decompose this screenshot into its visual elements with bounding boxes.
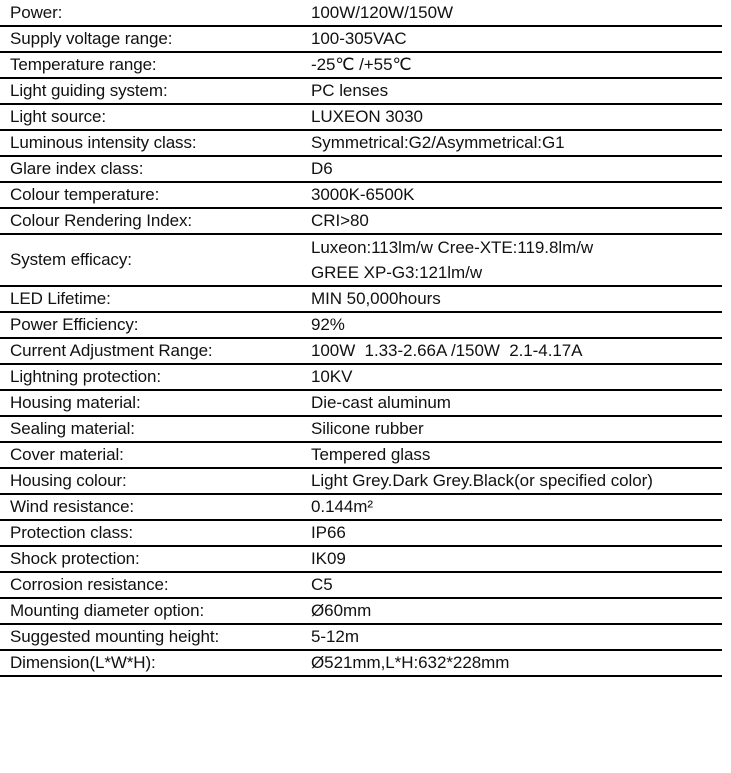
spec-row-value: 0.144m² xyxy=(311,494,722,520)
spec-row xyxy=(0,442,722,468)
spec-row xyxy=(0,208,722,234)
spec-row-label: System efficacy: xyxy=(0,234,311,286)
spec-row-label: Housing material: xyxy=(0,390,311,416)
spec-row-value: MIN 50,000hours xyxy=(311,286,722,312)
spec-row-value: 100W/120W/150W xyxy=(311,0,722,26)
spec-row-value: Ø60mm xyxy=(311,598,722,624)
spec-row xyxy=(0,26,722,52)
spec-row xyxy=(0,312,722,338)
spec-row-value: Ø521mm,L*H:632*228mm xyxy=(311,650,722,676)
spec-row-value: IK09 xyxy=(311,546,722,572)
spec-row-value: PC lenses xyxy=(311,78,722,104)
spec-row xyxy=(0,0,722,26)
spec-row-value: Die-cast aluminum xyxy=(311,390,722,416)
spec-row xyxy=(0,598,722,624)
spec-row xyxy=(0,286,722,312)
spec-row-value: LUXEON 3030 xyxy=(311,104,722,130)
spec-row xyxy=(0,156,722,182)
spec-row xyxy=(0,546,722,572)
spec-row-value: 92% xyxy=(311,312,722,338)
spec-row-label: Suggested mounting height: xyxy=(0,624,311,650)
spec-row xyxy=(0,52,722,78)
spec-row xyxy=(0,182,722,208)
spec-row-label: Colour Rendering Index: xyxy=(0,208,311,234)
spec-row-value: 5-12m xyxy=(311,624,722,650)
spec-row xyxy=(0,416,722,442)
spec-row-label: Current Adjustment Range: xyxy=(0,338,311,364)
spec-row-value: D6 xyxy=(311,156,722,182)
spec-row-label: LED Lifetime: xyxy=(0,286,311,312)
spec-row-label: Glare index class: xyxy=(0,156,311,182)
spec-row-value: Silicone rubber xyxy=(311,416,722,442)
spec-row-value: CRI>80 xyxy=(311,208,722,234)
spec-row-value: 100W 1.33-2.66A /150W 2.1-4.17A xyxy=(311,338,722,364)
spec-row-value: IP66 xyxy=(311,520,722,546)
spec-row-label: Supply voltage range: xyxy=(0,26,311,52)
spec-row-value: 100-305VAC xyxy=(311,26,722,52)
spec-row-label: Shock protection: xyxy=(0,546,311,572)
spec-row-label: Dimension(L*W*H): xyxy=(0,650,311,676)
spec-row xyxy=(0,468,722,494)
spec-row-label: Luminous intensity class: xyxy=(0,130,311,156)
spec-row-label: Power: xyxy=(0,0,311,26)
spec-row xyxy=(0,364,722,390)
spec-row xyxy=(0,104,722,130)
spec-row-value xyxy=(311,234,722,286)
spec-row-label: Corrosion resistance: xyxy=(0,572,311,598)
spec-row-value: Tempered glass xyxy=(311,442,722,468)
spec-row-value-line: GREE XP-G3:121lm/w xyxy=(311,262,483,282)
spec-row xyxy=(0,130,722,156)
spec-row xyxy=(0,338,722,364)
spec-row-label: Housing colour: xyxy=(0,468,311,494)
spec-row-value: Symmetrical:G2/Asymmetrical:G1 xyxy=(311,130,722,156)
spec-row xyxy=(0,520,722,546)
spec-row xyxy=(0,390,722,416)
spec-row xyxy=(0,624,722,650)
spec-row-label: Cover material: xyxy=(0,442,311,468)
spec-row xyxy=(0,78,722,104)
spec-row-label: Temperature range: xyxy=(0,52,311,78)
spec-row xyxy=(0,572,722,598)
spec-row-value: 10KV xyxy=(311,364,722,390)
spec-row-value: Light Grey.Dark Grey.Black(or specified color) xyxy=(311,468,722,494)
spec-row-label: Light guiding system: xyxy=(0,78,311,104)
spec-row-label: Protection class: xyxy=(0,520,311,546)
spec-row-label: Wind resistance: xyxy=(0,494,311,520)
spec-row-value-line: Luxeon:113lm/w Cree-XTE:119.8lm/w xyxy=(311,238,594,258)
spec-row-label: Mounting diameter option: xyxy=(0,598,311,624)
spec-row-label: Power Efficiency: xyxy=(0,312,311,338)
spec-row-label: Colour temperature: xyxy=(0,182,311,208)
spec-row xyxy=(0,234,722,286)
spec-row-label: Light source: xyxy=(0,104,311,130)
spec-row xyxy=(0,494,722,520)
spec-row xyxy=(0,650,722,676)
spec-row-label: Sealing material: xyxy=(0,416,311,442)
spec-row-value: -25℃ /+55℃ xyxy=(311,52,722,78)
spec-row-label: Lightning protection: xyxy=(0,364,311,390)
spec-row-value: 3000K-6500K xyxy=(311,182,722,208)
spec-row-value: C5 xyxy=(311,572,722,598)
